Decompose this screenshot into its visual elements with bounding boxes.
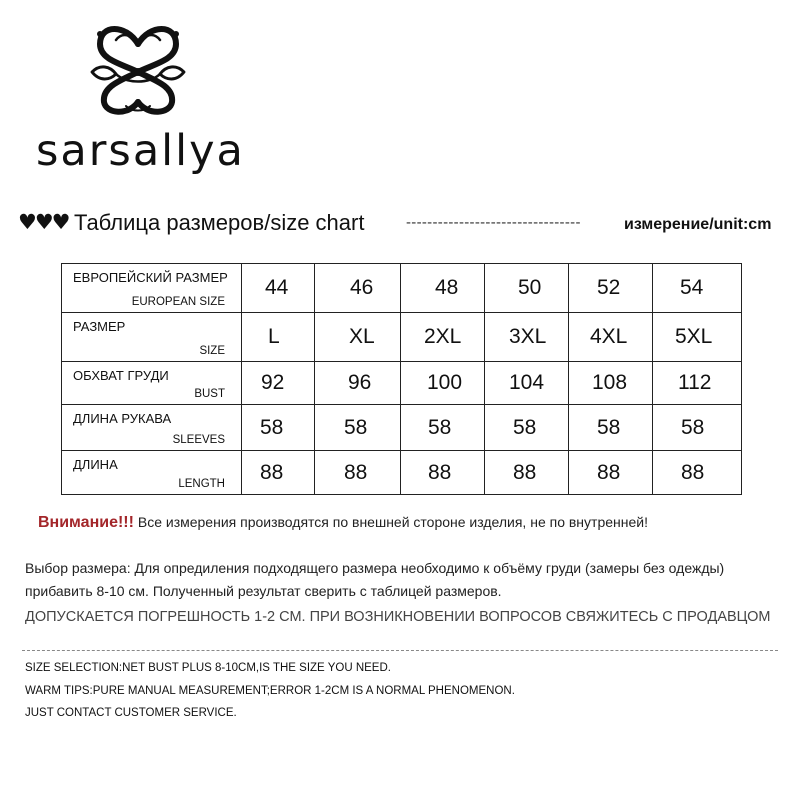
attention-label: Внимание!!! <box>38 514 134 531</box>
table-value: 58 <box>597 415 621 439</box>
size-chart-heading <box>18 208 788 240</box>
value-cell <box>653 451 742 495</box>
table-value: 2XL <box>424 325 462 348</box>
value-cell <box>485 362 569 405</box>
row-label-en: SLEEVES <box>172 434 225 446</box>
value-cell <box>401 362 485 405</box>
english-note-contact: JUST CONTACT CUSTOMER SERVICE. <box>25 707 237 719</box>
table-value: 4XL <box>590 325 628 348</box>
table-row-bust <box>62 362 742 405</box>
table-value: 104 <box>509 371 545 394</box>
table-value: 46 <box>350 276 374 299</box>
size-choice-paragraph: Выбор размера: Для опредиления подходящего размера необходимо к объёму груди (замеры без одежды) прибавить 8-10 см. Полученный результат сверить с таблицей размеров. <box>25 560 725 599</box>
table-value: 5XL <box>675 325 713 348</box>
value-cell <box>569 451 653 495</box>
table-value: 58 <box>681 415 705 439</box>
brand-logo-emblem <box>86 14 190 118</box>
heading-dash-separator: --------------------------------- <box>406 214 581 231</box>
hearts-icon: ♥♥♥ <box>18 210 69 234</box>
value-cell <box>653 264 742 313</box>
table-value: 58 <box>344 415 368 439</box>
value-cell <box>242 362 315 405</box>
brand-name: sarsallya <box>36 126 245 176</box>
row-label-ru: ЕВРОПЕЙСКИЙ РАЗМЕР <box>73 270 228 285</box>
table-value: 50 <box>518 276 542 299</box>
value-cell <box>485 313 569 362</box>
table-value: 88 <box>344 460 368 484</box>
unit-label: измерение/unit:cm <box>624 216 772 233</box>
value-cell <box>485 264 569 313</box>
table-value: 96 <box>348 371 372 394</box>
table-value: 88 <box>428 460 452 484</box>
value-cell <box>569 362 653 405</box>
table-value: 88 <box>260 460 284 484</box>
measurement-notice <box>38 514 648 532</box>
value-cell <box>315 405 401 451</box>
table-value: 3XL <box>509 325 547 348</box>
table-value: 88 <box>597 460 621 484</box>
value-cell <box>485 451 569 495</box>
row-label-ru: ДЛИНА РУКАВА <box>73 411 172 426</box>
value-cell <box>401 405 485 451</box>
table-row-size <box>62 313 742 362</box>
dashed-divider <box>22 650 778 651</box>
value-cell <box>569 313 653 362</box>
value-cell <box>653 405 742 451</box>
row-label-en: EUROPEAN SIZE <box>131 296 225 308</box>
table-value: 88 <box>513 460 537 484</box>
table-value: 112 <box>678 371 712 394</box>
table-value: L <box>268 325 280 348</box>
value-cell <box>315 264 401 313</box>
table-row-sleeves <box>62 405 742 451</box>
size-chart-title: Таблица размеров/size chart <box>74 210 365 235</box>
tolerance-notice: ДОПУСКАЕТСЯ ПОГРЕШНОСТЬ 1-2 СМ. ПРИ ВОЗНИКНОВЕНИИ ВОПРОСОВ СВЯЖИТЕСЬ С ПРОДАВЦОМ <box>25 609 771 625</box>
value-cell <box>315 451 401 495</box>
table-row-length <box>62 451 742 495</box>
value-cell <box>315 313 401 362</box>
english-note-warm-tips: WARM TIPS:PURE MANUAL MEASUREMENT;ERROR 1-2CM IS A NORMAL PHENOMENON. <box>25 685 515 697</box>
row-label-cell <box>62 264 242 313</box>
value-cell <box>485 405 569 451</box>
size-table <box>61 263 742 495</box>
table-value: 58 <box>260 415 284 439</box>
value-cell <box>401 264 485 313</box>
table-value: 48 <box>435 276 459 299</box>
table-value: 58 <box>513 415 537 439</box>
notice-text: Все измерения производятся по внешней стороне изделия, не по внутренней! <box>137 514 648 530</box>
value-cell <box>242 451 315 495</box>
english-note-size-selection: SIZE SELECTION:NET BUST PLUS 8-10CM,IS THE SIZE YOU NEED. <box>25 662 391 674</box>
table-row-european-size <box>62 264 742 313</box>
table-value: 92 <box>261 371 285 394</box>
value-cell <box>653 362 742 405</box>
table-value: 44 <box>265 276 289 299</box>
row-label-ru: ОБХВАТ ГРУДИ <box>73 368 169 383</box>
table-value: 108 <box>592 371 628 394</box>
row-label-en: BUST <box>194 388 225 400</box>
row-label-ru: РАЗМЕР <box>73 319 126 334</box>
value-cell <box>569 405 653 451</box>
value-cell <box>401 313 485 362</box>
value-cell <box>242 405 315 451</box>
value-cell <box>242 313 315 362</box>
table-value: 58 <box>428 415 452 439</box>
table-value: 52 <box>597 276 621 299</box>
row-label-cell <box>62 405 242 451</box>
table-value: 54 <box>680 276 704 299</box>
row-label-en: LENGTH <box>178 478 225 490</box>
value-cell <box>401 451 485 495</box>
value-cell <box>569 264 653 313</box>
row-label-ru: ДЛИНА <box>73 457 118 472</box>
value-cell <box>653 313 742 362</box>
table-value: 88 <box>681 460 705 484</box>
value-cell <box>315 362 401 405</box>
row-label-cell <box>62 313 242 362</box>
table-value: 100 <box>427 371 463 394</box>
table-value: XL <box>349 325 375 348</box>
row-label-cell <box>62 362 242 405</box>
value-cell <box>242 264 315 313</box>
row-label-en: SIZE <box>199 345 225 357</box>
row-label-cell <box>62 451 242 495</box>
